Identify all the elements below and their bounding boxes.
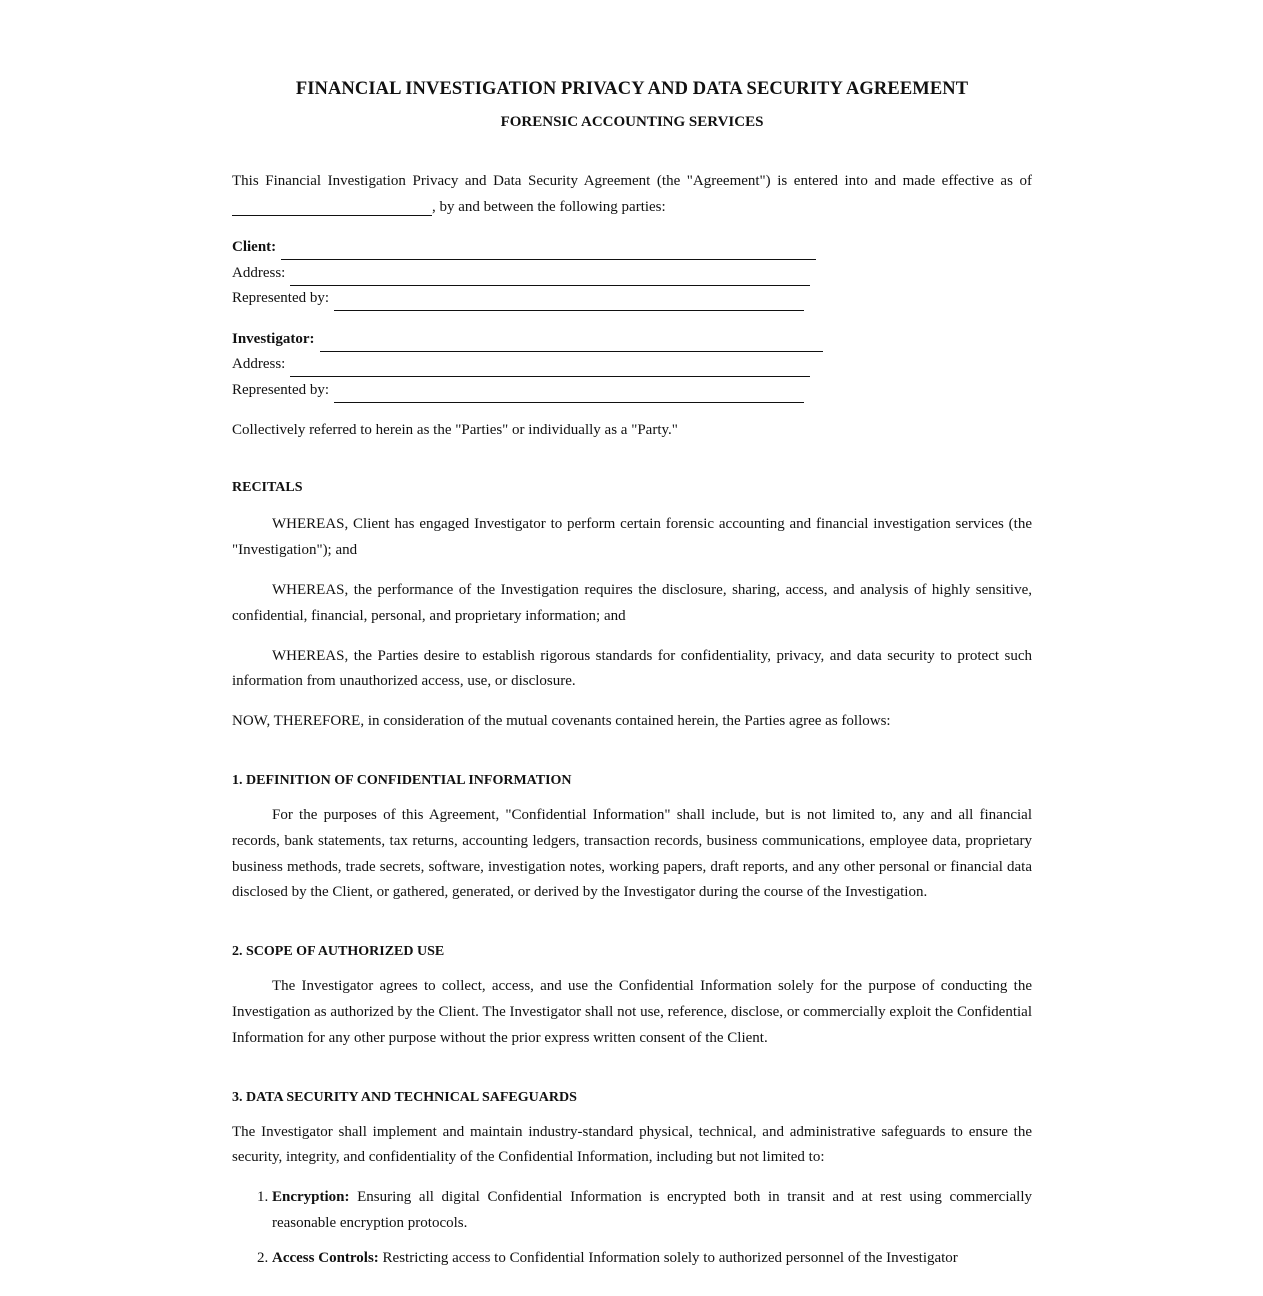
section-1-body: For the purposes of this Agreement, "Confidential Information" shall include, but is not limited to, any and all financial records, bank statements, tax returns, accounting ledgers, transaction records, business communications, employee data, proprietary business methods, trade secrets, software, investigation notes, working papers, draft reports, and any other personal or financial data disclosed by the Client, or gathered, generated, or derived by the Investigator during the course of the Investigation. <box>232 806 1032 901</box>
section-2-body: The Investigator agrees to collect, access, and use the Confidential Information solely for the purpose of conducting the Investigation as authorized by the Client. The Investigator shall not use, reference, disclose, or commercially exploit the Confidential Information for any other purpose without the prior express written consent of the Client. <box>232 978 1032 1046</box>
list-item-term: Access Controls: <box>272 1249 379 1266</box>
list-item-text: Restricting access to Confidential Information solely to authorized personnel of the Investigator <box>378 1249 958 1266</box>
client-block <box>232 236 1032 313</box>
investigator-address-label: Address: <box>232 356 286 373</box>
collective-paragraph: Collectively referred to herein as the "Parties" or individually as a "Party." <box>232 421 678 438</box>
recital-2: WHEREAS, the performance of the Investigation requires the disclosure, sharing, access, and analysis of highly sensitive, confidential, financial, personal, and proprietary information; and <box>232 581 1032 624</box>
intro-text-end: , by and between the following parties: <box>432 198 666 215</box>
document-subtitle: FORENSIC ACCOUNTING SERVICES <box>500 114 764 130</box>
investigator-address-row <box>232 353 1032 379</box>
client-address-field[interactable] <box>290 267 810 286</box>
investigator-represented-label: Represented by: <box>232 381 330 398</box>
now-therefore-paragraph: NOW, THEREFORE, in consideration of the mutual covenants contained herein, the Parties agree as follows: <box>232 713 891 730</box>
investigator-label: Investigator: <box>232 330 315 347</box>
list-item <box>272 1185 1032 1237</box>
intro-paragraph <box>232 169 1032 221</box>
investigator-block <box>232 327 1032 404</box>
client-address-row <box>232 261 1032 287</box>
document-title: FINANCIAL INVESTIGATION PRIVACY AND DATA SECURITY AGREEMENT <box>295 79 969 99</box>
section-3-heading: 3. DATA SECURITY AND TECHNICAL SAFEGUARDS <box>232 1089 577 1105</box>
safeguards-list <box>232 1185 1032 1271</box>
section-2-heading: 2. SCOPE OF AUTHORIZED USE <box>232 944 445 960</box>
investigator-name-field[interactable] <box>320 333 823 352</box>
list-item <box>272 1246 1032 1272</box>
client-represented-label: Represented by: <box>232 290 330 307</box>
document-body <box>232 76 1032 1281</box>
client-represented-field[interactable] <box>334 292 804 311</box>
client-name-field[interactable] <box>281 241 816 260</box>
list-item-text: Ensuring all digital Confidential Information is encrypted both in transit and at rest using commercially reasonable encryption protocols. <box>272 1189 1032 1231</box>
client-name-row <box>232 236 1032 262</box>
recitals-heading: RECITALS <box>232 480 303 496</box>
recital-3: WHEREAS, the Parties desire to establish rigorous standards for confidentiality, privacy, and data security to protect such information from unauthorized access, use, or disclosure. <box>232 647 1032 690</box>
recital-1: WHEREAS, Client has engaged Investigator to perform certain forensic accounting and financial investigation services (the "Investigation"); and <box>232 516 1032 559</box>
client-label: Client: <box>232 239 277 256</box>
client-represented-row <box>232 287 1032 313</box>
section-3-body: The Investigator shall implement and maintain industry-standard physical, technical, and administrative safeguards to ensure the security, integrity, and confidentiality of the Confidential Information, including but not limited to: <box>232 1123 1032 1166</box>
effective-date-field[interactable] <box>232 198 432 216</box>
list-item-term: Encryption: <box>272 1189 350 1206</box>
intro-text: This Financial Investigation Privacy and Data Security Agreement (the "Agreement") is entered into and made effective as of <box>232 173 1032 189</box>
investigator-represented-field[interactable] <box>334 384 804 403</box>
section-1-heading: 1. DEFINITION OF CONFIDENTIAL INFORMATION <box>232 772 572 788</box>
investigator-address-field[interactable] <box>290 358 810 377</box>
client-address-label: Address: <box>232 264 286 281</box>
investigator-name-row <box>232 327 1032 353</box>
investigator-represented-row <box>232 378 1032 404</box>
